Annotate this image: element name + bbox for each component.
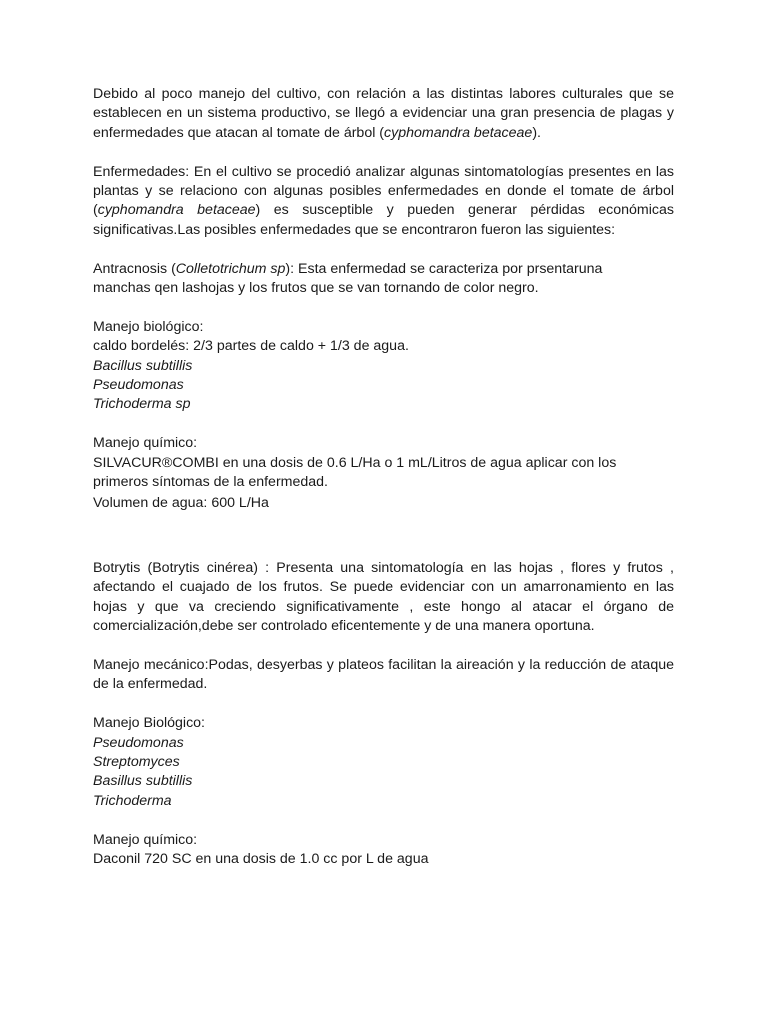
botrytis-biologico <box>93 714 674 811</box>
botrytis-quimico-line-1: Daconil 720 SC en una dosis de 1.0 cc por L de agua <box>93 850 429 867</box>
antracnosis-quimico-line-2: primeros síntomas de la enfermedad. <box>93 474 328 491</box>
list-item: Bacillus subtillis <box>93 357 193 374</box>
antracnosis-line-2: manchas qen lashojas y los frutos que se van tornando de color negro. <box>93 280 539 297</box>
enfermedades-text: Enfermedades: En el cultivo se procedió analizar algunas sintomatologías presentes en las plantas y se relaciono con algunas posibles enfermedades en donde el tomate de árbol ( <box>93 163 674 219</box>
botrytis-biologico-heading: Manejo Biológico: <box>93 715 205 732</box>
botrytis-paragraph: Botrytis (Botrytis cinérea) : Presenta una sintomatología en las hojas , flores y frutos , afectando el cuajado de los frutos. Se puede evidenciar con un amarronamiento en las hojas y que va creciendo significativamente , este hongo al atacar el órgano de comercialización,debe ser controlado eficentemente y de una manera oportuna. <box>93 559 674 635</box>
list-item: Pseudomonas <box>93 377 184 394</box>
list-item: Streptomyces <box>93 753 180 770</box>
list-item: Trichoderma sp <box>93 396 191 413</box>
antracnosis-line-1 <box>93 260 674 279</box>
antracnosis-paragraph <box>93 260 674 299</box>
antracnosis-quimico-line-1: SILVACUR®COMBI en una dosis de 0.6 L/Ha o 1 mL/Litros de agua aplicar con los <box>93 454 617 471</box>
enfermedades-paragraph <box>93 163 674 241</box>
antracnosis-quimico <box>93 434 674 514</box>
intro-text: Debido al poco manejo del cultivo, con relación a las distintas labores culturales que se establecen en un sistema productivo, se llegó a evidenciar una gran presencia de plagas y enfermedades que atacan al tomate de árbol ( <box>93 86 674 141</box>
list-item: caldo bordelés: 2/3 partes de caldo + 1/3 de agua. <box>93 338 409 355</box>
intro-paragraph <box>93 85 674 143</box>
botrytis-mecanico: Manejo mecánico:Podas, desyerbas y plateos facilitan la aireación y la reducción de ataque de la enfermedad. <box>93 656 674 693</box>
list-item: Basillus subtillis <box>93 773 193 790</box>
intro-text-end: ). <box>532 124 541 141</box>
intro-species: cyphomandra betaceae <box>384 124 533 141</box>
antracnosis-biologico <box>93 318 674 415</box>
botrytis-quimico <box>93 831 674 870</box>
enfermedades-species: cyphomandra betaceae <box>97 202 256 219</box>
enfermedades-text-end: ) es susceptible y pueden generar pérdidas económicas significativas.Las posibles enfermedades que se encontraron fueron las siguientes: <box>93 202 674 238</box>
list-item: Pseudomonas <box>93 734 184 751</box>
antracnosis-volumen: Volumen de agua: 600 L/Ha <box>93 495 269 512</box>
antracnosis-description: ): Esta enfermedad se caracteriza por prsentaruna <box>285 260 603 277</box>
antracnosis-quimico-heading: Manejo químico: <box>93 435 198 452</box>
antracnosis-pathogen: Colletotrichum sp <box>175 260 286 277</box>
botrytis-quimico-heading: Manejo químico: <box>93 831 198 848</box>
list-item: Trichoderma <box>93 792 172 809</box>
antracnosis-biologico-heading: Manejo biológico: <box>93 318 204 335</box>
antracnosis-name: Antracnosis ( <box>93 260 176 277</box>
